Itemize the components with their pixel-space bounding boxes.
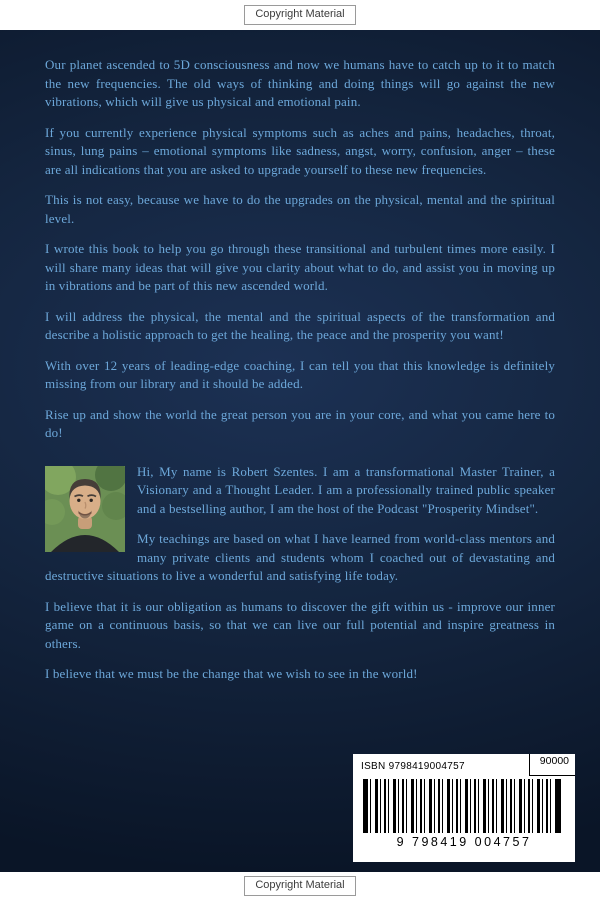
cover-paragraph: I will address the physical, the mental and the spiritual aspects of the transformation and describe a holistic approach to get the healing, the peace and the prosperity you want!: [45, 308, 555, 342]
author-bio-section: [45, 463, 555, 598]
top-white-strip: [0, 0, 600, 30]
closing-paragraph: I believe that it is our obligation as humans to discover the gift within us - improve our inner game on a continuous basis, so that we can live our full potential and inspire greatness in others.: [45, 598, 555, 651]
cover-paragraph: Rise up and show the world the great person you are in your core, and what you came here to do!: [45, 406, 555, 440]
copyright-watermark-bottom: Copyright Material: [244, 876, 355, 895]
cover-paragraph: If you currently experience physical symptoms such as aches and pains, headaches, throat, sinus, lung pains – emotional symptoms like sadness, angst, worry, confusion, anger – these are all indications that you are asked to upgrade yourself to these new frequencies.: [45, 124, 555, 177]
cover-paragraph: Our planet ascended to 5D consciousness and now we humans have to catch up to it to match the new frequencies. The old ways of thinking and doing things will go against the new vibrations, which will give us physical and emotional pain.: [45, 57, 555, 109]
bio-paragraph-1: Hi, My name is Robert Szentes. I am a transformational Master Trainer, a Visionary and a Thought Leader. I am a professionally trained public speaker and a bestselling author, I am the host of the Podcast "Prosperity Mindset".: [137, 463, 555, 516]
bio-paragraph-2: My teachings are based on what I have learned from world-class mentors and many private clients and students whom I coached out of devastating and destructive situations to live a wonderful and satisfying life today.: [45, 531, 555, 583]
author-photo: [45, 466, 125, 552]
bottom-white-strip: [0, 872, 600, 900]
cover-paragraph: I wrote this book to help you go through these transitional and turbulent times more easily. I will share many ideas that will give you clarity about what to do, and assist you in moving up in vibrations and be part of this new ascended world.: [45, 241, 555, 293]
price-code: 90000: [529, 754, 575, 776]
isbn-label: ISBN 9798419004757: [361, 761, 465, 772]
cover-paragraph: This is not easy, because we have to do the upgrades on the physical, mental and the spiritual level.: [45, 192, 555, 226]
book-back-cover: [0, 30, 600, 872]
barcode-header: [361, 755, 569, 776]
copyright-watermark-top: Copyright Material: [244, 5, 355, 24]
barcode-panel: [353, 754, 575, 862]
author-portrait-illustration: [45, 466, 125, 552]
cover-paragraph: With over 12 years of leading-edge coaching, I can tell you that this knowledge is definitely missing from our library and it should be added.: [45, 357, 555, 391]
barcode-digits: 9 798419 004757: [396, 835, 532, 849]
closing-paragraph: I believe that we must be the change that we wish to see in the world!: [45, 666, 418, 681]
barcode-bars: [363, 779, 561, 833]
